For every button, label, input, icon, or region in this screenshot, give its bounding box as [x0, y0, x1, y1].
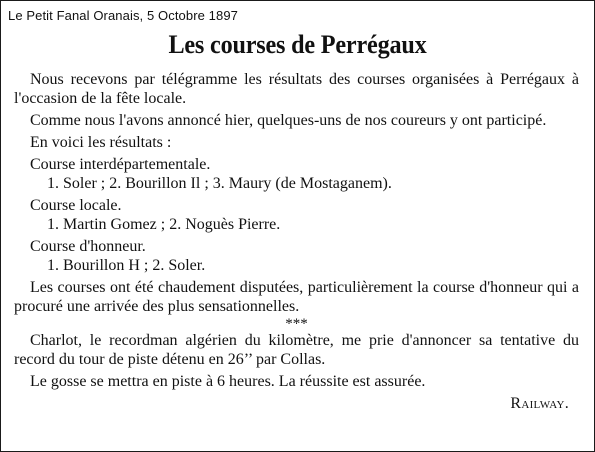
section-separator: *** — [285, 316, 308, 332]
race-name: Course locale. — [30, 197, 122, 214]
paragraph-participation: Comme nous l'avons annoncé hier, quelques-uns de nos coureurs y ont participé. — [30, 112, 547, 129]
race-results: 1. Soler ; 2. Bourillon Il ; 3. Maury (de Mostaganem). — [47, 175, 392, 192]
race-name: Course d'honneur. — [30, 238, 146, 255]
paragraph-record-attempt: Charlot, le recordman algérien du kilomètre, me prie d'annoncer sa tentative du record du tour de piste détenu en 26’’ par Collas. — [14, 332, 579, 368]
paragraph-intro: Nous recevons par télégramme les résultats des courses organisées à Perrégaux à l'occasion de la fête locale. — [14, 71, 579, 107]
race-name: Course interdépartementale. — [30, 156, 211, 173]
paragraph-results-intro: En voici les résultats : — [30, 134, 172, 151]
headline: Les courses de Perrégaux — [168, 30, 427, 59]
paragraph-start-time: Le gosse se mettra en piste à 6 heures. La réussite est assurée. — [30, 373, 426, 390]
race-results: 1. Martin Gomez ; 2. Noguès Pierre. — [47, 216, 281, 233]
author-signature: Railway. — [510, 395, 569, 412]
article-body — [14, 70, 579, 413]
paragraph-commentary: Les courses ont été chaudement disputées, particulièrement la course d'honneur qui a procuré une arrivée des plus sensationnelles. — [14, 279, 579, 315]
source-line: Le Petit Fanal Oranais, 5 Octobre 1897 — [8, 8, 238, 23]
race-results: 1. Bourillon H ; 2. Soler. — [47, 257, 206, 274]
